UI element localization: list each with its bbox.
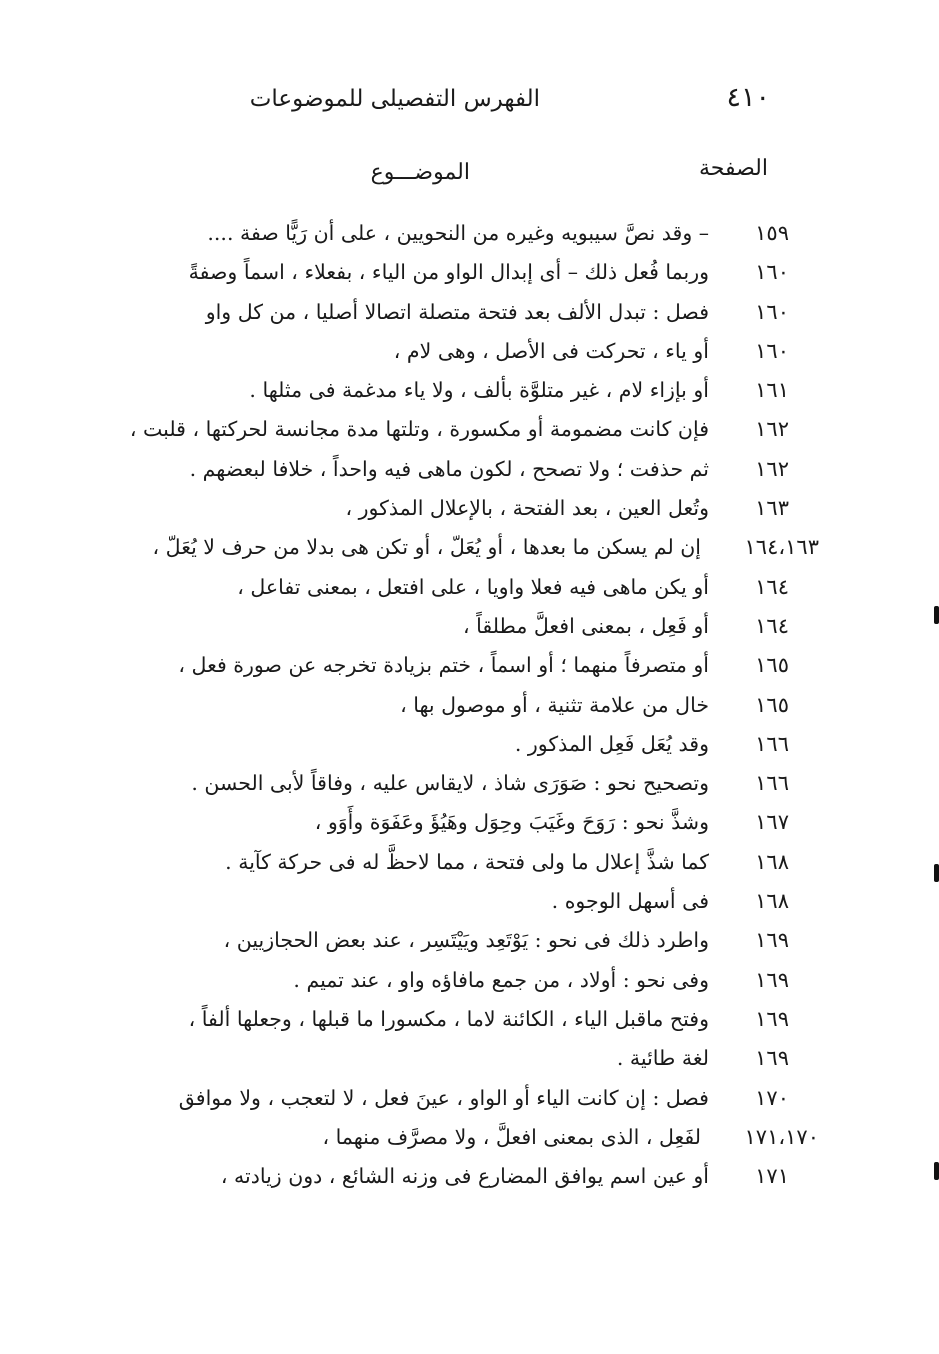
index-entry bbox=[149, 1118, 819, 1157]
entry-topic-text: أو بإزاء لام ، غير متلوَّة بألف ، ولا ياء مدغمة فى مثلها . bbox=[249, 378, 709, 403]
column-heading-page: الصفحة bbox=[698, 156, 768, 181]
index-entry bbox=[149, 764, 789, 803]
entry-page-number: ١٦٣ bbox=[755, 496, 789, 521]
index-entry bbox=[149, 568, 789, 607]
entry-page-number: ١٦٤ bbox=[755, 613, 789, 638]
entry-topic-text: إن لم يسكن ما بعدها ، أو يُعَلّ ، أو تكن هى بدلا من حرف لا يُعَلّ ، bbox=[152, 535, 701, 560]
entry-page-number: ١٦٢ bbox=[755, 456, 789, 481]
index-entry bbox=[149, 803, 789, 842]
entry-page-number: ١٦٦ bbox=[755, 771, 789, 796]
page-header bbox=[150, 82, 770, 118]
index-entry bbox=[149, 686, 789, 725]
running-title: الفهرس التفصيلى للموضوعات bbox=[249, 86, 540, 112]
index-entry bbox=[149, 843, 789, 882]
index-entry bbox=[149, 725, 789, 764]
entry-topic-text: أو متصرفاً منهما ؛ أو اسماً ، ختم بزيادة تخرجه عن صورة فعل ، bbox=[178, 653, 709, 678]
index-entry bbox=[149, 371, 789, 410]
column-headings bbox=[150, 156, 770, 192]
index-entry bbox=[149, 253, 789, 292]
entry-page-number: ١٦٥ bbox=[755, 653, 789, 678]
index-entry bbox=[149, 489, 789, 528]
column-heading-topic: الموضـــوع bbox=[370, 160, 470, 185]
index-entry bbox=[149, 607, 789, 646]
index-entry bbox=[149, 1079, 789, 1118]
entry-page-number: ١٦٩ bbox=[755, 967, 789, 992]
entry-page-number: ١٦٧ bbox=[755, 810, 789, 835]
entry-topic-text: ثم حذفت ؛ ولا تصحح ، لكون ماهى فيه واحداً ، خلافا لبعضهم . bbox=[189, 456, 709, 481]
entry-page-number: ١٦٨ bbox=[755, 849, 789, 874]
index-entry bbox=[149, 921, 789, 960]
entry-topic-text: أو عين اسم يوافق المضارع فى وزنه الشائع ، دون زيادته ، bbox=[220, 1164, 709, 1189]
entry-topic-text: وتُعل العين ، بعد الفتحة ، بالإعلال المذكور ، bbox=[345, 496, 709, 521]
entry-topic-text: أو ياء ، تحركت فى الأصل ، وهى لام ، bbox=[393, 338, 709, 363]
entry-page-number: ١٧٠ bbox=[755, 1085, 789, 1110]
page-number: ٤١٠ bbox=[726, 82, 770, 113]
index-entry bbox=[149, 293, 789, 332]
entry-topic-text: وقد يُعَل فَعِل المذكور . bbox=[514, 731, 709, 756]
entry-page-number: ١٦٥ bbox=[755, 692, 789, 717]
index-entry bbox=[149, 528, 819, 567]
entry-topic-text: وشذَّ نحو : رَوَحَ وغَيَبَ وحِوَل وهَيُؤَ وعَفَوَة وأَوَو ، bbox=[314, 810, 709, 835]
entry-page-number: ١٦٩ bbox=[755, 1006, 789, 1031]
entry-page-number: ١٦٩ bbox=[755, 928, 789, 953]
entry-page-number: ١٦٨ bbox=[755, 889, 789, 914]
index-entry bbox=[149, 1039, 789, 1078]
entry-topic-text: لغة طائية . bbox=[616, 1046, 709, 1071]
scan-edge-mark bbox=[934, 606, 939, 624]
entry-topic-text: فصل : إن كانت الياء أو الواو ، عينَ فعل ، لا لتعجب ، ولا موافق bbox=[178, 1085, 709, 1110]
entry-page-number: ١٦٤،١٦٣ bbox=[744, 535, 819, 560]
entry-page-number: ١٦٦ bbox=[755, 731, 789, 756]
index-entry bbox=[129, 410, 789, 449]
entry-page-number: ١٧١ bbox=[755, 1164, 789, 1189]
entry-topic-text: فى أسهل الوجوه . bbox=[551, 889, 709, 914]
entry-topic-text: وربما فُعل ذلك – أى إبدال الواو من الياء ، بفعلاء ، اسماً وصفةً bbox=[188, 260, 709, 285]
index-entry bbox=[149, 332, 789, 371]
entry-page-number: ١٦٤ bbox=[755, 574, 789, 599]
entry-page-number: ١٦٠ bbox=[755, 338, 789, 363]
index-entries bbox=[129, 214, 819, 1196]
entry-topic-text: كما شذَّ إعلال ما ولى فتحة ، مما لاحظَّ له فى حركة كآية . bbox=[225, 849, 709, 874]
entry-page-number: ١٧١،١٧٠ bbox=[744, 1124, 819, 1149]
scan-edge-mark bbox=[934, 864, 939, 882]
entry-topic-text: فإن كانت مضمومة أو مكسورة ، وتلتها مدة مجانسة لحركتها ، قلبت ، bbox=[129, 417, 709, 442]
entry-topic-text: خال من علامة تثنية ، أو موصول بها ، bbox=[400, 692, 709, 717]
entry-page-number: ١٦١ bbox=[755, 378, 789, 403]
index-entry bbox=[149, 450, 789, 489]
entry-page-number: ١٦٠ bbox=[755, 260, 789, 285]
index-entry bbox=[149, 961, 789, 1000]
entry-topic-text: وفى نحو : أولاد ، من جمع مافاؤه واو ، عند تميم . bbox=[293, 967, 709, 992]
entry-topic-text: وفتح ماقبل الياء ، الكائنة لاما ، مكسورا ما قبلها ، وجعلها ألفاً ، bbox=[188, 1006, 709, 1031]
entry-topic-text: فصل : تبدل الألف بعد فتحة متصلة اتصالا أصليا ، من كل واو bbox=[205, 299, 709, 324]
entry-page-number: ١٥٩ bbox=[755, 221, 789, 245]
entry-page-number: ١٦٠ bbox=[755, 299, 789, 324]
entry-page-number: ١٦٩ bbox=[755, 1046, 789, 1071]
entry-topic-text: لفَعِل ، الذى بمعنى افعلَّ ، ولا مصرَّف منهما ، bbox=[322, 1124, 701, 1149]
index-entry bbox=[149, 882, 789, 921]
index-entry bbox=[149, 646, 789, 685]
entry-page-number: ١٦٢ bbox=[755, 417, 789, 442]
entry-topic-text: وتصحيح نحو : صَوَرَى شاذ ، لايقاس عليه ، وفاقاً لأبى الحسن . bbox=[191, 771, 709, 796]
index-entry bbox=[149, 1000, 789, 1039]
index-entry bbox=[149, 214, 789, 253]
index-entry bbox=[149, 1157, 789, 1196]
scan-edge-mark bbox=[934, 1162, 939, 1180]
entry-topic-text: واطرد ذلك فى نحو : يَوْتَعِد ويَيْتَسِر ، عند بعض الحجازيين ، bbox=[223, 928, 709, 953]
entry-topic-text: – وقد نصَّ سيبويه وغيره من النحويين ، على أن رَيًّا صفة .... bbox=[207, 221, 709, 245]
entry-topic-text: أو يكن ماهى فيه فعلا واويا ، على افتعل ، بمعنى تفاعل ، bbox=[237, 574, 709, 599]
entry-topic-text: أو فَعِل ، بمعنى افعلَّ مطلقاً ، bbox=[463, 613, 709, 638]
